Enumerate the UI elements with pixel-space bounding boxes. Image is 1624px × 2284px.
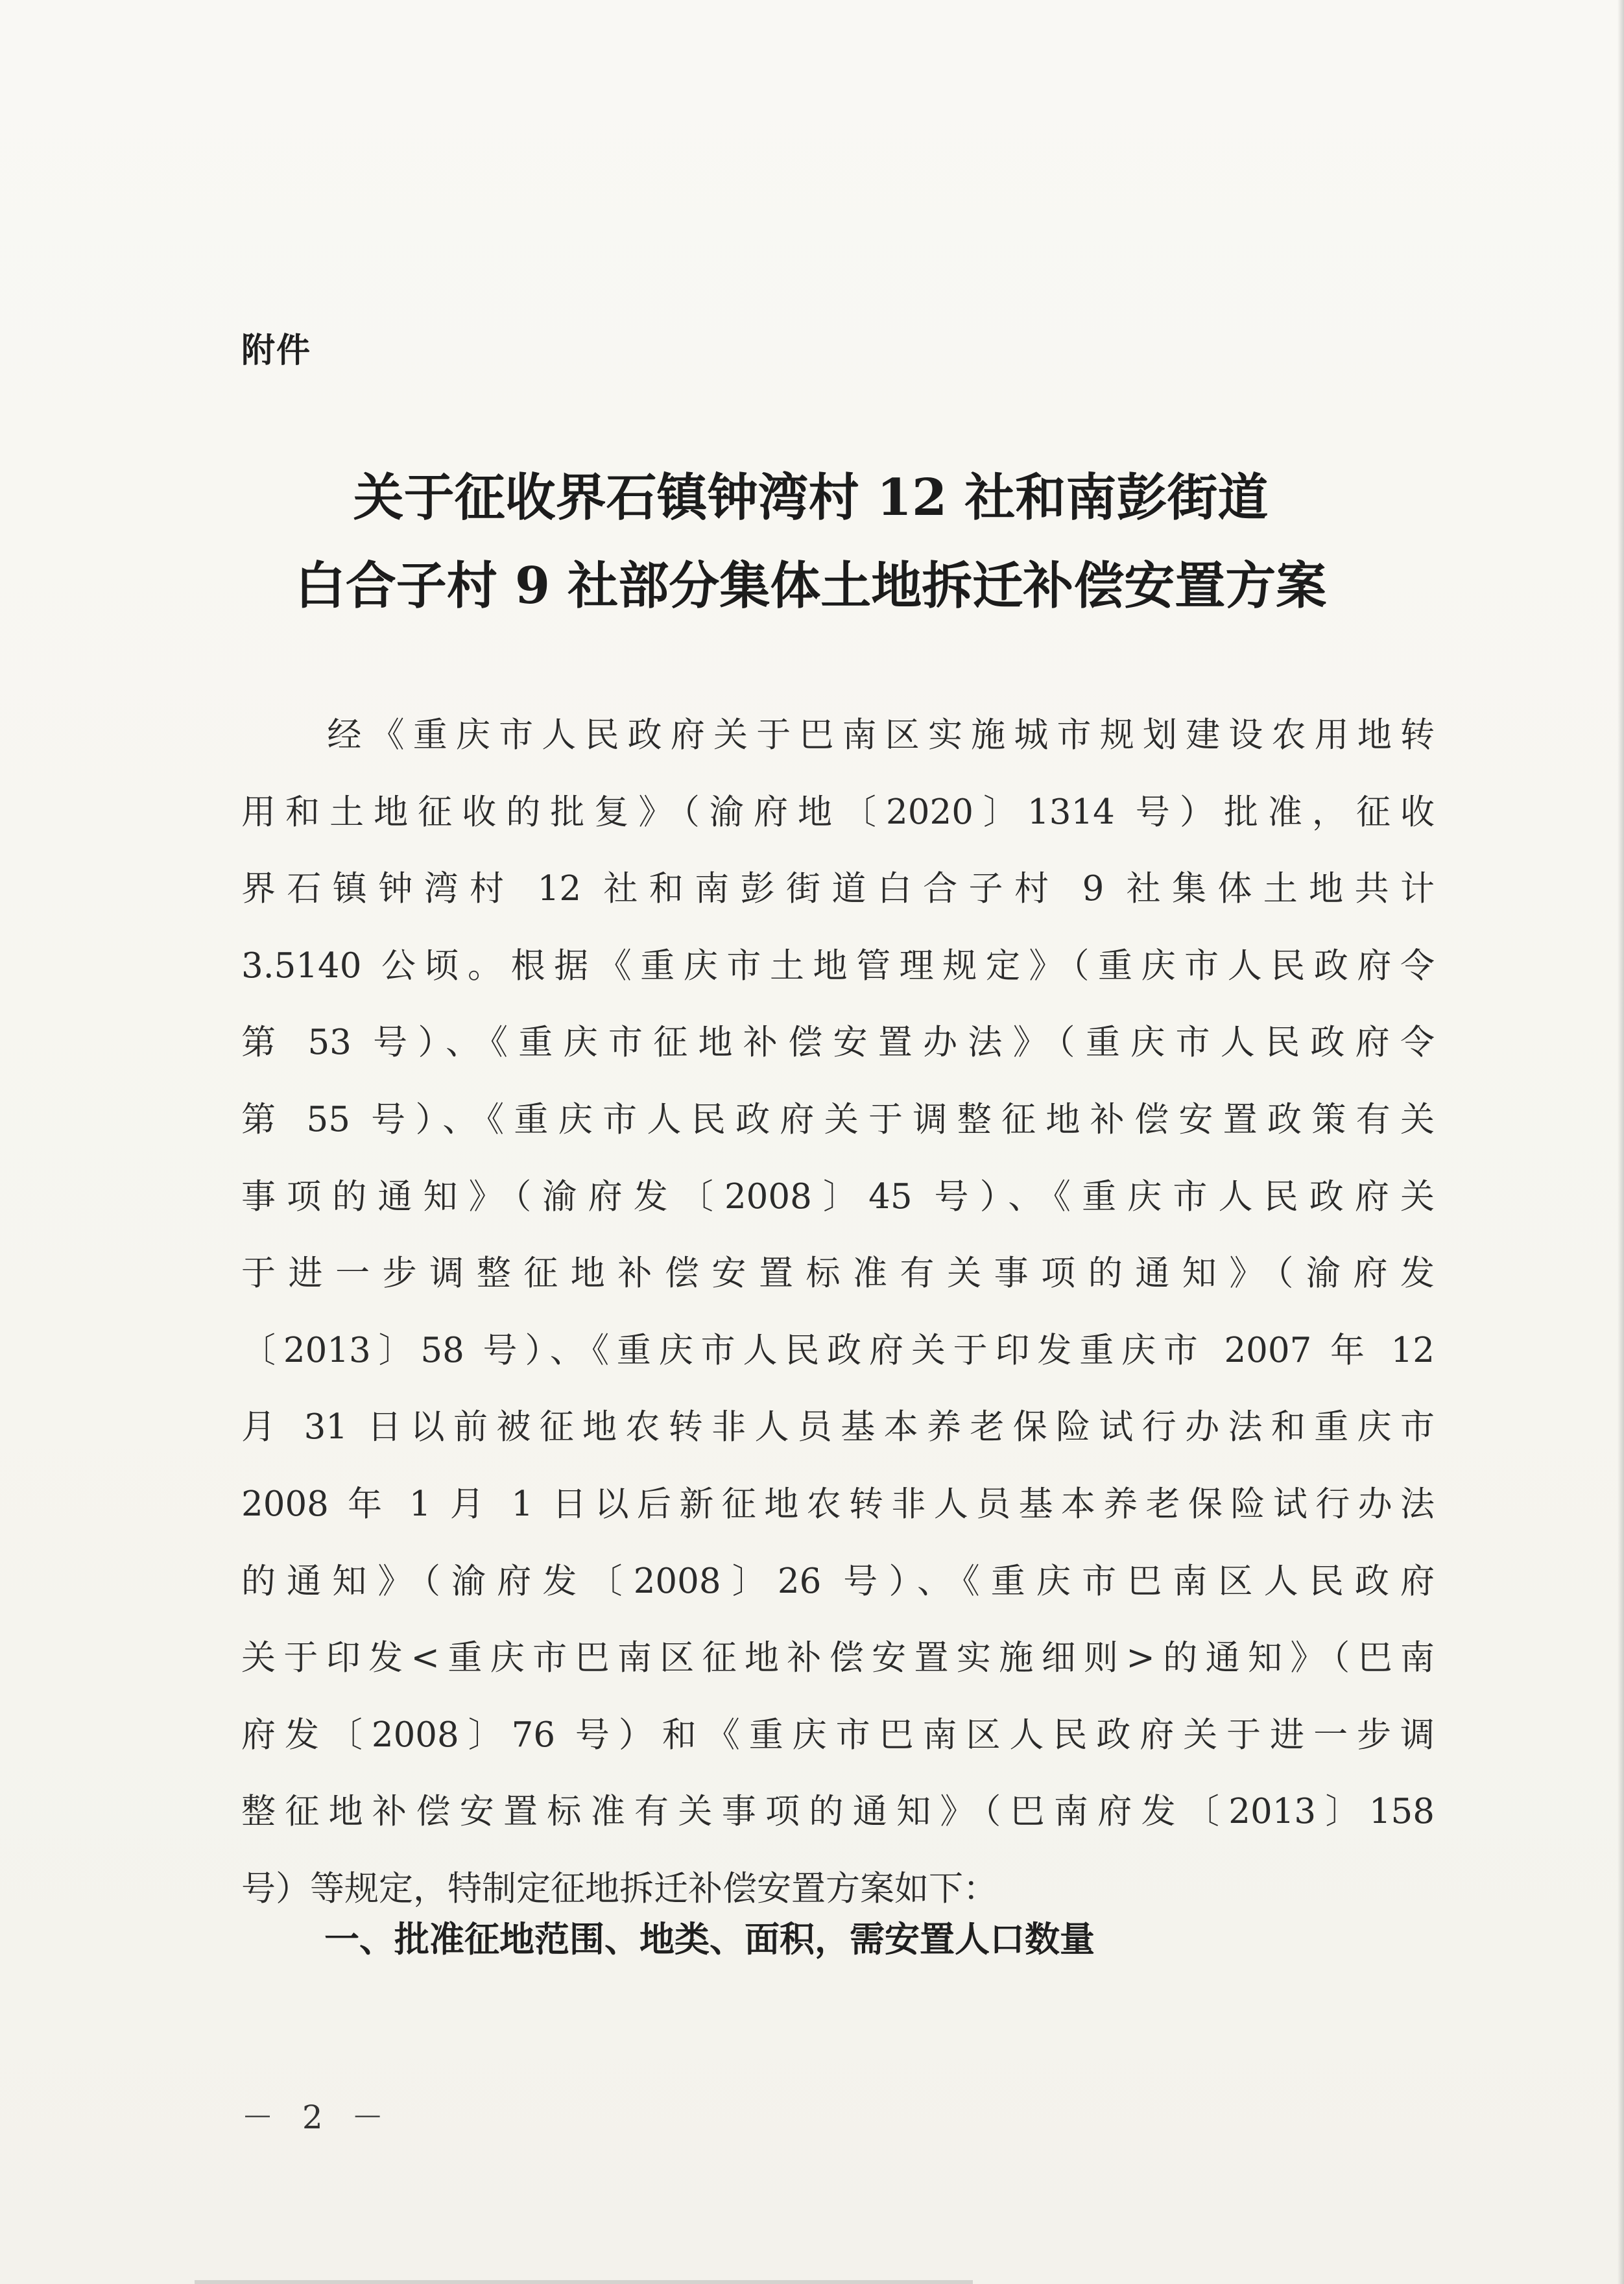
- body-line: 第 53 号）、《重庆市征地补偿安置办法》（重庆市人民政府令: [241, 1023, 1435, 1063]
- body-line: 关于印发<重庆市巴南区征地补偿安置实施细则>的通知》（巴南: [241, 1638, 1435, 1678]
- page-number: － 2 －: [241, 2099, 393, 2136]
- body-line: 事项的通知》（渝府发〔2008〕45 号）、《重庆市人民政府关: [241, 1176, 1435, 1217]
- body-paragraph: [241, 697, 1435, 1928]
- body-line: 月 31 日以前被征地农转非人员基本养老保险试行办法和重庆市: [241, 1407, 1435, 1447]
- body-line: 界石镇钟湾村 12 社和南彭街道白合子村 9 社集体土地共计: [241, 869, 1435, 909]
- body-line: 的通知》（渝府发〔2008〕26 号）、《重庆市巴南区人民政府: [241, 1561, 1435, 1601]
- body-line: 用和土地征收的批复》（渝府地〔2020〕1314 号）批准，征收: [241, 792, 1435, 832]
- title-line-2: 白合子村 9 社部分集体土地拆迁补偿安置方案: [294, 556, 1327, 615]
- body-line: 3.5140 公顷。根据《重庆市土地管理规定》（重庆市人民政府令: [241, 946, 1435, 986]
- title-line-1: 关于征收界石镇钟湾村 12 社和南彭街道: [353, 468, 1269, 527]
- scan-edge-shadow: [1618, 0, 1624, 2284]
- body-line: 府发〔2008〕76 号）和《重庆市巴南区人民政府关于进一步调: [241, 1715, 1435, 1755]
- body-line: 〔2013〕58 号）、《重庆市人民政府关于印发重庆市 2007 年 12: [241, 1330, 1435, 1370]
- body-line: 经《重庆市人民政府关于巴南区实施城市规划建设农用地转: [241, 715, 1435, 755]
- body-line: 整征地补偿安置标准有关事项的通知》（巴南府发〔2013〕158: [241, 1792, 1435, 1832]
- document-title: [195, 454, 1427, 630]
- body-line: 第 55 号）、《重庆市人民政府关于调整征地补偿安置政策有关: [241, 1099, 1435, 1139]
- attachment-label: 附件: [241, 331, 312, 370]
- body-line: 号）等规定，特制定征地拆迁补偿安置方案如下：: [241, 1868, 997, 1909]
- body-line: 2008 年 1 月 1 日以后新征地农转非人员基本养老保险试行办法: [241, 1484, 1435, 1524]
- section-heading: 一、批准征地范围、地类、面积，需安置人口数量: [324, 1919, 1095, 1960]
- scan-edge-mark: [195, 2280, 973, 2284]
- body-line: 于进一步调整征地补偿安置标准有关事项的通知》（渝府发: [241, 1254, 1435, 1294]
